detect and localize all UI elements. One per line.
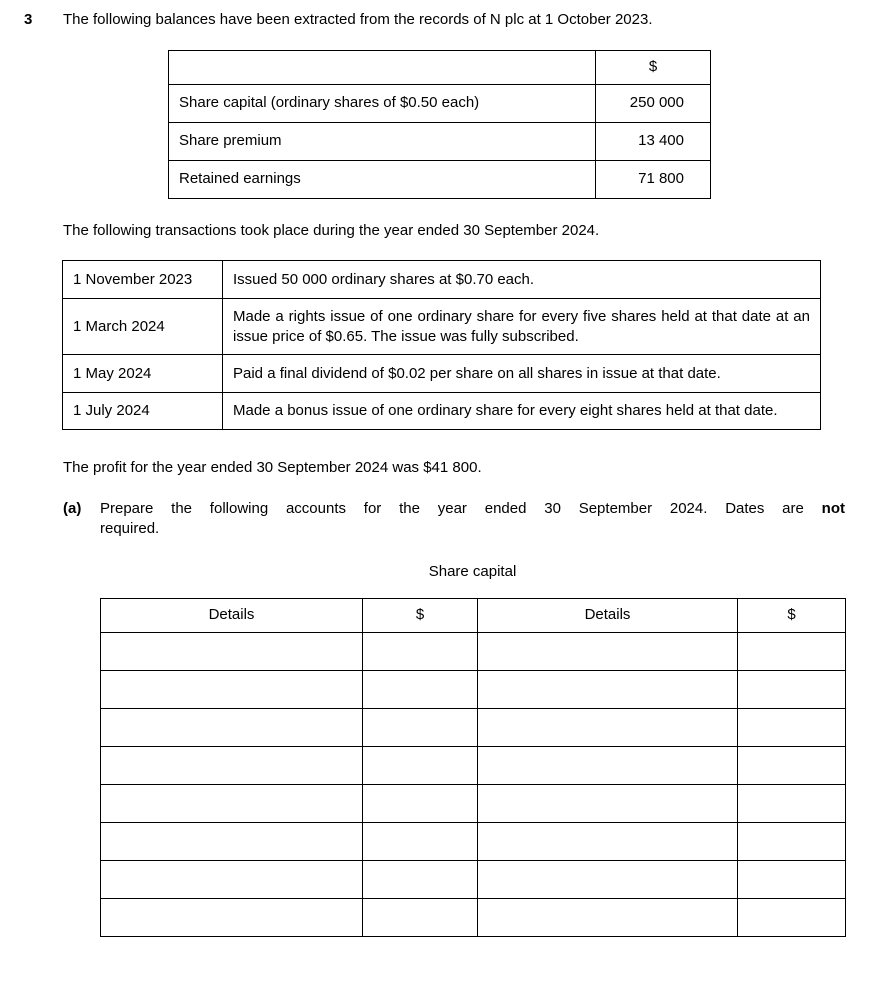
transaction-description: Paid a final dividend of $0.02 per share on all shares in issue at that date. — [223, 355, 821, 393]
part-a-bold-word: not — [821, 500, 845, 517]
question-number: 3 — [24, 11, 33, 28]
balances-table — [168, 50, 711, 199]
balance-label: Retained earnings — [169, 160, 596, 198]
part-a-instruction — [63, 499, 845, 538]
share-capital-answer-table — [100, 598, 846, 937]
answer-table-empty-row — [101, 708, 846, 746]
part-a-label: (a) — [63, 500, 82, 517]
answer-table-empty-cell — [738, 632, 846, 670]
answer-table-empty-cell — [363, 898, 478, 936]
answer-table-empty-cell — [738, 860, 846, 898]
answer-header-amount-right: $ — [738, 598, 846, 632]
answer-table-empty-cell — [101, 632, 363, 670]
answer-table-empty-row — [101, 784, 846, 822]
balance-label: Share capital (ordinary shares of $0.50 each) — [169, 84, 596, 122]
table-row — [169, 160, 711, 198]
answer-table-empty-cell — [363, 746, 478, 784]
answer-table-empty-cell — [478, 860, 738, 898]
transaction-date: 1 July 2024 — [63, 393, 223, 430]
answer-table-empty-cell — [101, 708, 363, 746]
answer-table-empty-cell — [738, 784, 846, 822]
answer-table-empty-cell — [363, 632, 478, 670]
question-intro-text: The following balances have been extracted from the records of N plc at 1 October 2023. — [63, 11, 653, 28]
balances-blank-header-cell — [169, 50, 596, 84]
answer-table-empty-cell — [101, 822, 363, 860]
balance-value: 13 400 — [596, 122, 711, 160]
balance-label: Share premium — [169, 122, 596, 160]
transaction-date: 1 March 2024 — [63, 299, 223, 355]
table-row — [63, 299, 821, 355]
answer-table-empty-cell — [478, 746, 738, 784]
table-row — [63, 355, 821, 393]
balance-value: 71 800 — [596, 160, 711, 198]
transactions-table — [62, 260, 821, 430]
answer-table-empty-cell — [738, 670, 846, 708]
answer-table-empty-row — [101, 822, 846, 860]
answer-table-empty-cell — [101, 784, 363, 822]
answer-table-empty-cell — [478, 822, 738, 860]
answer-table-empty-row — [101, 632, 846, 670]
answer-table-empty-cell — [363, 708, 478, 746]
answer-table-empty-row — [101, 746, 846, 784]
transaction-description: Issued 50 000 ordinary shares at $0.70 each. — [223, 261, 821, 299]
transaction-date: 1 November 2023 — [63, 261, 223, 299]
table-row — [63, 393, 821, 430]
profit-statement-text: The profit for the year ended 30 September 2024 was $41 800. — [63, 458, 482, 476]
answer-table-empty-cell — [738, 898, 846, 936]
transaction-description: Made a rights issue of one ordinary share for every five shares held at that date at an issue price of $0.65. The issue was fully subscribed. — [223, 299, 821, 355]
part-a-text — [100, 499, 845, 538]
answer-table-empty-cell — [363, 822, 478, 860]
answer-table-empty-cell — [101, 860, 363, 898]
answer-table-empty-cell — [478, 708, 738, 746]
answer-table-empty-row — [101, 898, 846, 936]
answer-header-details-right: Details — [478, 598, 738, 632]
answer-table-empty-cell — [478, 898, 738, 936]
transaction-date: 1 May 2024 — [63, 355, 223, 393]
account-title: Share capital — [428, 563, 517, 580]
transactions-intro-text: The following transactions took place during the year ended 30 September 2024. — [63, 221, 600, 239]
question-header — [24, 10, 845, 30]
answer-table-empty-cell — [101, 746, 363, 784]
answer-table-empty-cell — [101, 670, 363, 708]
answer-table-empty-row — [101, 860, 846, 898]
answer-header-details-left: Details — [101, 598, 363, 632]
balances-header-row — [169, 50, 711, 84]
part-a-line1 — [100, 499, 845, 519]
part-a-line1-text: Prepare the following accounts for the year ended 30 September 2024. Dates are — [100, 500, 822, 517]
part-a-line2: required. — [100, 519, 160, 537]
answer-table-empty-row — [101, 670, 846, 708]
answer-header-amount-left: $ — [363, 598, 478, 632]
answer-table-empty-cell — [478, 632, 738, 670]
table-row — [169, 122, 711, 160]
answer-table-body — [101, 632, 846, 936]
answer-table-empty-cell — [738, 822, 846, 860]
table-row — [63, 261, 821, 299]
answer-table-empty-cell — [101, 898, 363, 936]
balances-amount-header: $ — [596, 50, 711, 84]
table-row — [169, 84, 711, 122]
answer-table-empty-cell — [478, 670, 738, 708]
answer-table-empty-cell — [363, 784, 478, 822]
answer-table-empty-cell — [363, 670, 478, 708]
answer-table-empty-cell — [738, 708, 846, 746]
answer-table-header-row — [101, 598, 846, 632]
answer-table-empty-cell — [363, 860, 478, 898]
answer-table-empty-cell — [478, 784, 738, 822]
balance-value: 250 000 — [596, 84, 711, 122]
answer-table-empty-cell — [738, 746, 846, 784]
transaction-description: Made a bonus issue of one ordinary share for every eight shares held at that date. — [223, 393, 821, 430]
